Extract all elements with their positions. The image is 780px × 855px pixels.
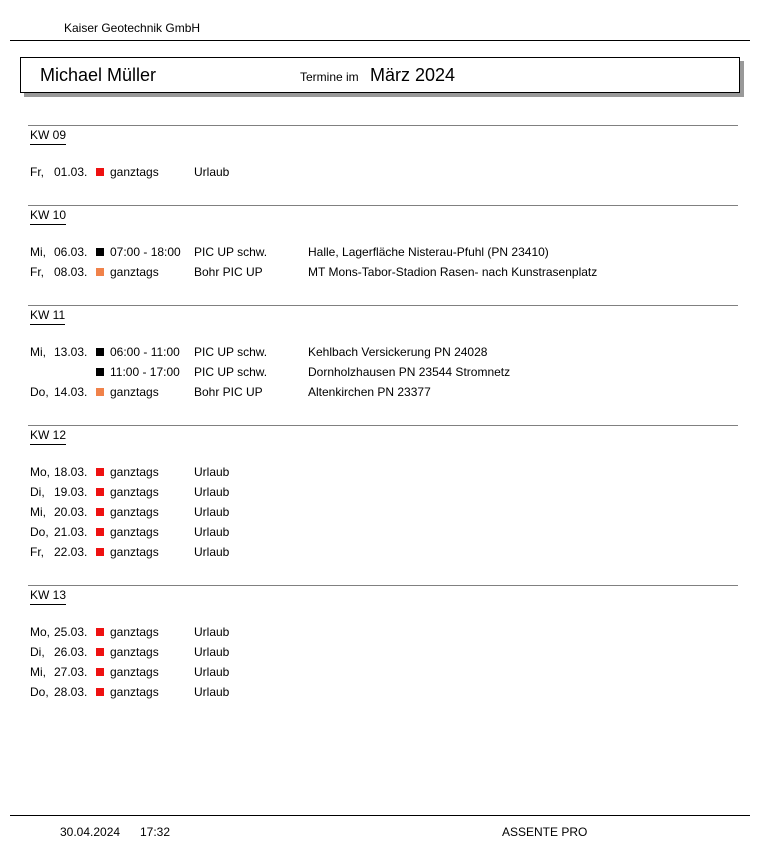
day-label: Do,: [30, 525, 49, 539]
appointment-row: [0, 545, 780, 565]
time-label: ganztags: [110, 505, 159, 519]
category-marker-icon: [96, 548, 104, 556]
month-label: März 2024: [370, 65, 456, 85]
time-label: 11:00 - 17:00: [110, 365, 180, 379]
week-divider: [28, 425, 738, 426]
footer-time: 17:32: [140, 825, 171, 839]
category-marker-icon: [96, 668, 104, 676]
type-label: Urlaub: [194, 545, 230, 559]
day-label: Di,: [30, 485, 45, 499]
time-label: ganztags: [110, 665, 159, 679]
week-divider: [28, 205, 738, 206]
appointment-row: [0, 685, 780, 705]
time-label: ganztags: [110, 465, 159, 479]
type-label: Urlaub: [194, 645, 230, 659]
day-label: Di,: [30, 645, 45, 659]
appointment-row: [0, 665, 780, 685]
date-label: 14.03.: [54, 385, 88, 399]
day-label: Fr,: [30, 165, 44, 179]
type-label: Bohr PIC UP: [194, 385, 263, 399]
description-label: Halle, Lagerfläche Nisterau-Pfuhl (PN 23410): [308, 245, 549, 259]
date-label: 13.03.: [54, 345, 88, 359]
time-label: ganztags: [110, 385, 159, 399]
day-label: Do,: [30, 685, 49, 699]
category-marker-icon: [96, 488, 104, 496]
date-label: 25.03.: [54, 625, 88, 639]
category-marker-icon: [96, 628, 104, 636]
type-label: Urlaub: [194, 505, 230, 519]
type-label: Urlaub: [194, 465, 230, 479]
date-label: 22.03.: [54, 545, 88, 559]
description-label: Dornholzhausen PN 23544 Stromnetz: [308, 365, 511, 379]
footer-app-name: ASSENTE PRO: [502, 825, 588, 839]
day-label: Mo,: [30, 625, 51, 639]
type-label: PIC UP schw.: [194, 345, 268, 359]
time-label: ganztags: [110, 645, 159, 659]
type-label: PIC UP schw.: [194, 245, 268, 259]
company-name: Kaiser Geotechnik GmbH: [64, 21, 201, 35]
appointment-row: [0, 625, 780, 645]
week-divider: [28, 585, 738, 586]
week-label: KW 12: [30, 428, 66, 445]
appointment-row: [0, 525, 780, 545]
day-label: Mi,: [30, 665, 46, 679]
date-label: 21.03.: [54, 525, 88, 539]
date-label: 18.03.: [54, 465, 88, 479]
time-label: ganztags: [110, 525, 159, 539]
date-label: 27.03.: [54, 665, 88, 679]
type-label: PIC UP schw.: [194, 365, 268, 379]
week-divider: [28, 125, 738, 126]
category-marker-icon: [96, 368, 104, 376]
appointment-row: [0, 265, 780, 285]
description-label: MT Mons-Tabor-Stadion Rasen- nach Kunstrasenplatz: [308, 265, 598, 279]
date-label: 28.03.: [54, 685, 88, 699]
time-label: ganztags: [110, 545, 159, 559]
date-label: 06.03.: [54, 245, 88, 259]
week-divider: [28, 305, 738, 306]
day-label: Do,: [30, 385, 49, 399]
appointment-row: [0, 345, 780, 365]
week-label: KW 10: [30, 208, 66, 225]
bottom-divider: [10, 815, 750, 816]
type-label: Bohr PIC UP: [194, 265, 263, 279]
appointment-row: [0, 165, 780, 185]
type-label: Urlaub: [194, 525, 230, 539]
day-label: Mi,: [30, 245, 46, 259]
footer-date: 30.04.2024: [60, 825, 121, 839]
appointment-row: [0, 365, 780, 385]
category-marker-icon: [96, 348, 104, 356]
day-label: Fr,: [30, 265, 44, 279]
type-label: Urlaub: [194, 685, 230, 699]
date-label: 26.03.: [54, 645, 88, 659]
category-marker-icon: [96, 688, 104, 696]
date-label: 20.03.: [54, 505, 88, 519]
type-label: Urlaub: [194, 625, 230, 639]
category-marker-icon: [96, 508, 104, 516]
time-label: ganztags: [110, 485, 159, 499]
date-label: 19.03.: [54, 485, 88, 499]
time-label: 07:00 - 18:00: [110, 245, 181, 259]
appointment-row: [0, 245, 780, 265]
type-label: Urlaub: [194, 165, 230, 179]
category-marker-icon: [96, 528, 104, 536]
date-label: 08.03.: [54, 265, 88, 279]
week-label: KW 11: [30, 308, 65, 325]
week-label: KW 13: [30, 588, 66, 605]
time-label: ganztags: [110, 685, 159, 699]
day-label: Fr,: [30, 545, 44, 559]
header-box: [20, 57, 740, 93]
top-divider: [10, 40, 750, 41]
category-marker-icon: [96, 248, 104, 256]
date-label: 01.03.: [54, 165, 88, 179]
termine-label: Termine im: [300, 70, 359, 84]
type-label: Urlaub: [194, 485, 230, 499]
appointment-row: [0, 485, 780, 505]
time-label: ganztags: [110, 625, 159, 639]
category-marker-icon: [96, 168, 104, 176]
category-marker-icon: [96, 468, 104, 476]
category-marker-icon: [96, 648, 104, 656]
appointment-row: [0, 385, 780, 405]
day-label: Mi,: [30, 505, 46, 519]
description-label: Kehlbach Versickerung PN 24028: [308, 345, 488, 359]
appointment-row: [0, 465, 780, 485]
day-label: Mo,: [30, 465, 51, 479]
category-marker-icon: [96, 268, 104, 276]
time-label: ganztags: [110, 165, 159, 179]
appointment-row: [0, 645, 780, 665]
appointment-row: [0, 505, 780, 525]
description-label: Altenkirchen PN 23377: [308, 385, 431, 399]
time-label: ganztags: [110, 265, 159, 279]
category-marker-icon: [96, 388, 104, 396]
week-label: KW 09: [30, 128, 66, 145]
day-label: Mi,: [30, 345, 46, 359]
person-name: Michael Müller: [40, 65, 157, 85]
type-label: Urlaub: [194, 665, 230, 679]
time-label: 06:00 - 11:00: [110, 345, 180, 359]
